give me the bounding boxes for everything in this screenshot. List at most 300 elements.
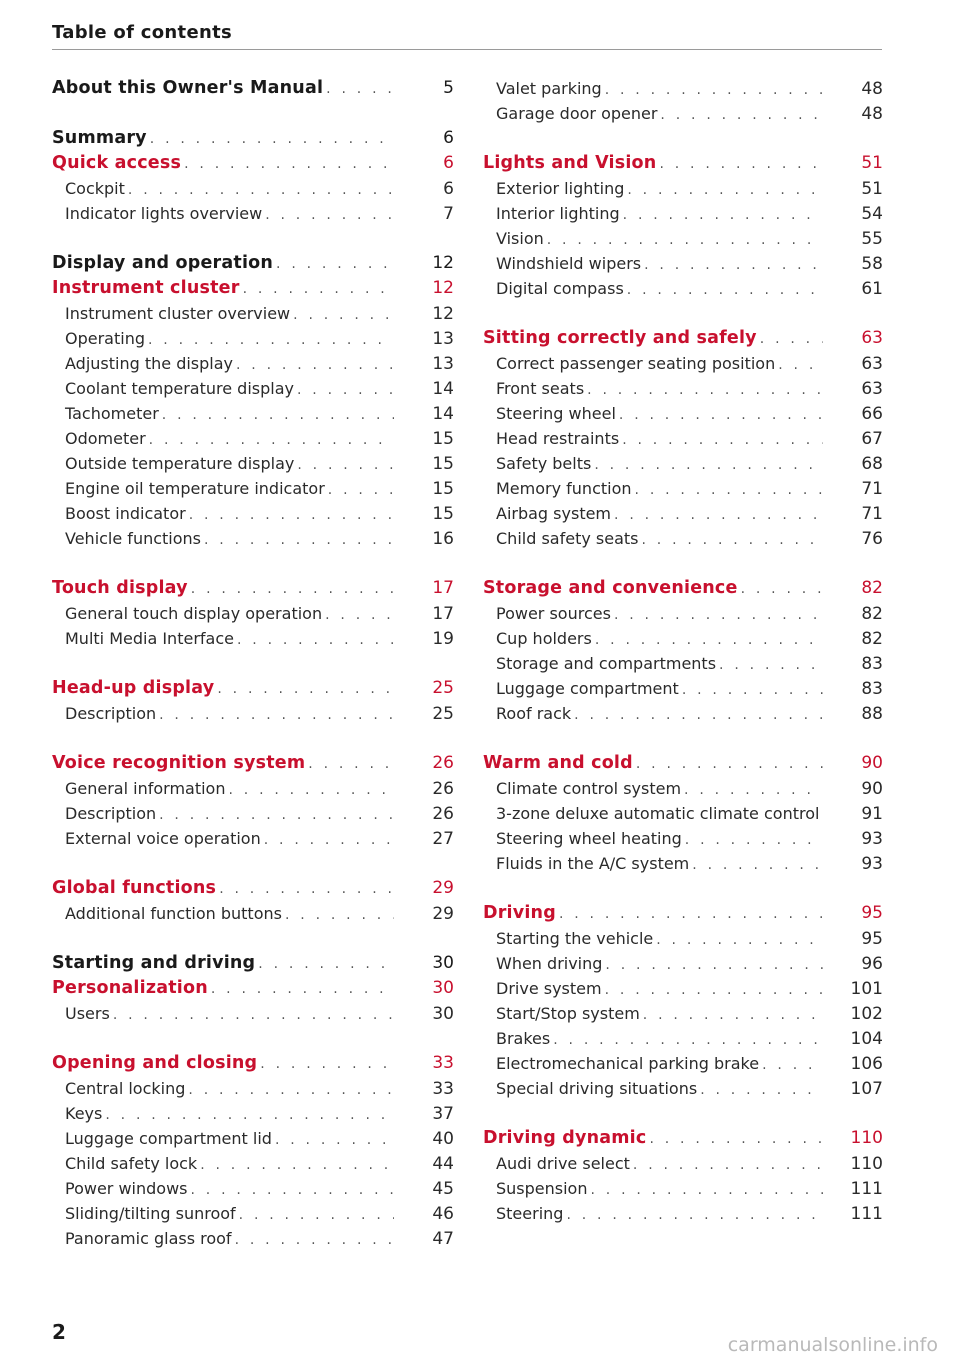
toc-dot-leader xyxy=(159,703,394,726)
toc-entry-title: Quick access xyxy=(52,153,182,173)
toc-page-number: 7 xyxy=(443,204,454,224)
toc-entry[interactable] xyxy=(483,426,883,451)
toc-entry-title: Storage and compartments xyxy=(496,654,717,673)
toc-page-number: 6 xyxy=(443,128,454,148)
toc-entry-title: Head-up display xyxy=(52,678,215,698)
toc-entry[interactable] xyxy=(52,1226,454,1251)
toc-entry-title: Keys xyxy=(65,1104,103,1123)
toc-page-number: 63 xyxy=(861,379,883,399)
toc-entry-title: Valet parking xyxy=(496,79,602,98)
toc-section-heading[interactable] xyxy=(483,151,883,176)
toc-page-number: 90 xyxy=(861,779,883,799)
toc-entry-title: 3-zone deluxe automatic climate control xyxy=(496,804,820,823)
toc-dot-leader xyxy=(217,677,394,701)
toc-page-number: 30 xyxy=(432,953,454,973)
toc-entry-title: Power windows xyxy=(65,1179,188,1198)
toc-dot-leader xyxy=(191,1178,395,1201)
toc-dot-leader xyxy=(243,277,394,301)
toc-entry[interactable] xyxy=(52,626,454,651)
toc-page-number: 95 xyxy=(861,903,883,923)
toc-entry-title: Climate control system xyxy=(496,779,682,798)
toc-entry[interactable] xyxy=(483,176,883,201)
toc-page-number: 110 xyxy=(850,1128,883,1148)
toc-entry[interactable] xyxy=(483,201,883,226)
toc-page-number: 33 xyxy=(432,1053,454,1073)
toc-entry[interactable] xyxy=(483,926,883,951)
toc-dot-leader xyxy=(778,353,823,376)
toc-dot-leader xyxy=(605,953,823,976)
toc-dot-leader xyxy=(200,1153,394,1176)
toc-page-number: 54 xyxy=(861,204,883,224)
toc-entry-title: Cockpit xyxy=(65,179,125,198)
toc-entry-title: Roof rack xyxy=(496,704,572,723)
toc-entry-title: Display and operation xyxy=(52,253,274,273)
toc-entry-title: Correct passenger seating position xyxy=(496,354,776,373)
toc-page-number: 25 xyxy=(432,678,454,698)
toc-entry[interactable] xyxy=(52,376,454,401)
toc-page-number: 66 xyxy=(861,404,883,424)
toc-dot-leader xyxy=(326,77,394,101)
toc-entry[interactable] xyxy=(52,1001,454,1026)
toc-dot-leader xyxy=(574,703,823,726)
toc-entry-title: Additional function buttons xyxy=(65,904,282,923)
toc-entry-title: Touch display xyxy=(52,578,188,598)
toc-page-number: 15 xyxy=(432,504,454,524)
toc-entry[interactable] xyxy=(52,1151,454,1176)
toc-section-heading[interactable] xyxy=(52,576,454,601)
toc-dot-leader xyxy=(605,978,823,1001)
toc-page-number: 111 xyxy=(850,1204,883,1224)
toc-entry-title: Garage door opener xyxy=(496,104,658,123)
toc-page-number: 5 xyxy=(443,78,454,98)
toc-entry-title: Panoramic glass roof xyxy=(65,1229,232,1248)
toc-page-number: 6 xyxy=(443,153,454,173)
toc-page-number: 17 xyxy=(432,578,454,598)
toc-page-number: 68 xyxy=(861,454,883,474)
toc-entry[interactable] xyxy=(52,1126,454,1151)
toc-dot-leader xyxy=(264,828,394,851)
toc-page-number: 102 xyxy=(850,1004,883,1024)
toc-dot-leader xyxy=(643,1003,823,1026)
toc-dot-leader xyxy=(619,403,823,426)
toc-entry[interactable] xyxy=(483,526,883,551)
toc-entry-title: Digital compass xyxy=(496,279,624,298)
toc-entry-title: Vision xyxy=(496,229,544,248)
toc-dot-leader xyxy=(627,278,823,301)
toc-dot-leader xyxy=(700,1078,823,1101)
toc-dot-leader xyxy=(614,603,823,626)
toc-page-number: 90 xyxy=(861,753,883,773)
toc-dot-leader xyxy=(285,903,394,926)
toc-page-number: 46 xyxy=(432,1204,454,1224)
toc-section-heading[interactable] xyxy=(52,676,454,701)
toc-entry-title: Start/Stop system xyxy=(496,1004,640,1023)
toc-entry[interactable] xyxy=(52,776,454,801)
toc-entry-title: Global functions xyxy=(52,878,217,898)
toc-page-number: 82 xyxy=(861,629,883,649)
toc-entry[interactable] xyxy=(483,1201,883,1226)
toc-entry[interactable] xyxy=(483,1176,883,1201)
toc-entry-title: Steering xyxy=(496,1204,564,1223)
toc-dot-leader xyxy=(219,877,394,901)
toc-page-number: 15 xyxy=(432,429,454,449)
toc-page-number: 12 xyxy=(432,278,454,298)
toc-entry-title: Users xyxy=(65,1004,110,1023)
toc-dot-leader xyxy=(297,378,394,401)
toc-page-number: 26 xyxy=(432,753,454,773)
toc-entry[interactable] xyxy=(483,776,883,801)
toc-section-heading[interactable] xyxy=(52,76,454,101)
toc-entry[interactable] xyxy=(483,1151,883,1176)
toc-entry-title: Sitting correctly and safely xyxy=(483,328,757,348)
toc-entry[interactable] xyxy=(52,326,454,351)
toc-entry[interactable] xyxy=(483,1076,883,1101)
toc-entry-title: Operating xyxy=(65,329,145,348)
toc-dot-leader xyxy=(162,403,394,426)
toc-dot-leader xyxy=(656,928,823,951)
toc-dot-leader xyxy=(235,1228,394,1251)
toc-dot-leader xyxy=(553,1028,823,1051)
toc-entry[interactable] xyxy=(52,601,454,626)
toc-dot-leader xyxy=(822,803,823,826)
toc-entry-title: Head restraints xyxy=(496,429,620,448)
toc-entry[interactable] xyxy=(483,851,883,876)
toc-entry[interactable] xyxy=(483,351,883,376)
toc-entry-title: Fluids in the A/C system xyxy=(496,854,690,873)
toc-page-number: 40 xyxy=(432,1129,454,1149)
toc-entry-title: Special driving situations xyxy=(496,1079,698,1098)
toc-dot-leader xyxy=(741,577,823,601)
toc-entry[interactable] xyxy=(483,601,883,626)
toc-entry-title: Interior lighting xyxy=(496,204,620,223)
toc-entry-title: Steering wheel xyxy=(496,404,616,423)
toc-dot-leader xyxy=(594,453,823,476)
toc-dot-leader xyxy=(590,1178,823,1201)
toc-dot-leader xyxy=(159,803,394,826)
toc-entry-title: Electromechanical parking brake xyxy=(496,1054,760,1073)
toc-entry[interactable] xyxy=(483,951,883,976)
toc-dot-leader xyxy=(189,503,394,526)
toc-section-heading[interactable] xyxy=(52,276,454,301)
toc-entry[interactable] xyxy=(52,826,454,851)
toc-dot-leader xyxy=(685,828,823,851)
toc-page-number: 83 xyxy=(861,679,883,699)
toc-page-number: 25 xyxy=(432,704,454,724)
toc-entry-title: Engine oil temperature indicator xyxy=(65,479,325,498)
toc-page-number: 101 xyxy=(850,979,883,999)
toc-page-number: 14 xyxy=(432,379,454,399)
toc-dot-leader xyxy=(566,1203,823,1226)
toc-page-number: 48 xyxy=(861,79,883,99)
toc-entry[interactable] xyxy=(52,526,454,551)
toc-entry[interactable] xyxy=(52,501,454,526)
page-title: Table of contents xyxy=(52,22,232,43)
toc-page-number: 71 xyxy=(861,504,883,524)
toc-page-number: 55 xyxy=(861,229,883,249)
toc-entry-title: Central locking xyxy=(65,1079,186,1098)
toc-dot-leader xyxy=(276,252,394,276)
toc-section-heading[interactable] xyxy=(483,576,883,601)
toc-dot-leader xyxy=(328,478,394,501)
toc-entry-title: General information xyxy=(65,779,226,798)
toc-page-number: 104 xyxy=(850,1029,883,1049)
toc-dot-leader xyxy=(627,178,823,201)
toc-dot-leader xyxy=(623,203,823,226)
toc-entry-title: Safety belts xyxy=(496,454,592,473)
toc-entry-title: Cup holders xyxy=(496,629,592,648)
toc-entry[interactable] xyxy=(483,226,883,251)
toc-section-heading[interactable] xyxy=(52,126,454,151)
toc-dot-leader xyxy=(191,577,394,601)
toc-section-heading[interactable] xyxy=(52,251,454,276)
toc-page-number: 17 xyxy=(432,604,454,624)
toc-entry[interactable] xyxy=(483,451,883,476)
toc-entry[interactable] xyxy=(52,476,454,501)
toc-entry[interactable] xyxy=(52,201,454,226)
toc-page-number: 30 xyxy=(432,978,454,998)
toc-entry-title: Luggage compartment xyxy=(496,679,679,698)
toc-entry[interactable] xyxy=(52,901,454,926)
toc-page-number: 91 xyxy=(861,804,883,824)
toc-entry[interactable] xyxy=(52,401,454,426)
toc-entry-title: Description xyxy=(65,804,157,823)
toc-page-number: 93 xyxy=(861,829,883,849)
toc-entry[interactable] xyxy=(483,1051,883,1076)
toc-entry[interactable] xyxy=(483,626,883,651)
toc-page-number: 12 xyxy=(432,253,454,273)
toc-right-column xyxy=(483,76,883,1226)
toc-dot-leader xyxy=(297,453,394,476)
toc-entry[interactable] xyxy=(52,301,454,326)
toc-entry[interactable] xyxy=(483,476,883,501)
toc-entry-title: About this Owner's Manual xyxy=(52,78,324,98)
toc-dot-leader xyxy=(633,1153,823,1176)
toc-entry[interactable] xyxy=(52,1201,454,1226)
toc-entry[interactable] xyxy=(52,1176,454,1201)
toc-entry-title: External voice operation xyxy=(65,829,261,848)
toc-section-heading[interactable] xyxy=(52,151,454,176)
toc-entry-title: Opening and closing xyxy=(52,1053,258,1073)
toc-dot-leader xyxy=(275,1128,394,1151)
toc-entry[interactable] xyxy=(52,176,454,201)
toc-dot-leader xyxy=(149,428,394,451)
toc-page-number: 14 xyxy=(432,404,454,424)
toc-section-heading[interactable] xyxy=(52,976,454,1001)
toc-entry[interactable] xyxy=(483,501,883,526)
toc-dot-leader xyxy=(587,378,823,401)
toc-entry-title: Multi Media Interface xyxy=(65,629,234,648)
toc-page-number: 16 xyxy=(432,529,454,549)
toc-entry[interactable] xyxy=(483,826,883,851)
toc-page-number: 30 xyxy=(432,1004,454,1024)
toc-entry-title: Instrument cluster xyxy=(52,278,240,298)
toc-entry-title: Storage and convenience xyxy=(483,578,738,598)
toc-entry-title: Voice recognition system xyxy=(52,753,306,773)
toc-entry-title: When driving xyxy=(496,954,603,973)
toc-dot-leader xyxy=(659,152,823,176)
toc-entry-title: Instrument cluster overview xyxy=(65,304,291,323)
toc-section-heading[interactable] xyxy=(483,1126,883,1151)
toc-section-heading[interactable] xyxy=(483,326,883,351)
toc-entry[interactable] xyxy=(483,401,883,426)
toc-page-number: 15 xyxy=(432,479,454,499)
toc-dot-leader xyxy=(308,752,394,776)
toc-section-heading[interactable] xyxy=(52,1051,454,1076)
toc-section-heading[interactable] xyxy=(483,901,883,926)
toc-page-number: 45 xyxy=(432,1179,454,1199)
toc-page-number: 51 xyxy=(861,153,883,173)
toc-entry-title: Indicator lights overview xyxy=(65,204,263,223)
toc-entry[interactable] xyxy=(483,801,883,826)
toc-entry-title: Outside temperature display xyxy=(65,454,295,473)
toc-page-number: 15 xyxy=(432,454,454,474)
toc-section-heading[interactable] xyxy=(52,951,454,976)
toc-entry-title: Power sources xyxy=(496,604,611,623)
toc-page-number: 13 xyxy=(432,329,454,349)
toc-entry[interactable] xyxy=(483,1001,883,1026)
toc-entry-title: Airbag system xyxy=(496,504,612,523)
toc-entry-title: Brakes xyxy=(496,1029,551,1048)
toc-page-number: 107 xyxy=(850,1079,883,1099)
toc-page-number: 37 xyxy=(432,1104,454,1124)
toc-section-heading[interactable] xyxy=(52,751,454,776)
toc-dot-leader xyxy=(692,853,823,876)
toc-dot-leader xyxy=(762,1053,823,1076)
toc-page-number: 26 xyxy=(432,779,454,799)
toc-dot-leader xyxy=(265,203,394,226)
toc-dot-leader xyxy=(184,152,394,176)
toc-dot-leader xyxy=(719,653,823,676)
toc-entry[interactable] xyxy=(52,451,454,476)
toc-entry-title: Steering wheel heating xyxy=(496,829,682,848)
toc-entry[interactable] xyxy=(52,426,454,451)
toc-page-number: 71 xyxy=(861,479,883,499)
toc-page-number: 26 xyxy=(432,804,454,824)
toc-dot-leader xyxy=(614,503,823,526)
toc-entry[interactable] xyxy=(483,1026,883,1051)
toc-dot-leader xyxy=(150,127,394,151)
toc-entry-title: Description xyxy=(65,704,157,723)
toc-dot-leader xyxy=(644,253,823,276)
toc-page-number: 82 xyxy=(861,604,883,624)
toc-entry-title: Summary xyxy=(52,128,147,148)
toc-dot-leader xyxy=(595,628,823,651)
toc-entry-title: Windshield wipers xyxy=(496,254,642,273)
toc-page-number: 29 xyxy=(432,904,454,924)
toc-page-number: 61 xyxy=(861,279,883,299)
toc-dot-leader xyxy=(547,228,823,251)
toc-page-number: 82 xyxy=(861,578,883,598)
toc-page-number: 12 xyxy=(432,304,454,324)
toc-dot-leader xyxy=(239,1203,394,1226)
toc-entry-title: Memory function xyxy=(496,479,632,498)
toc-entry[interactable] xyxy=(483,276,883,301)
toc-page-number: 63 xyxy=(861,354,883,374)
toc-entry[interactable] xyxy=(52,801,454,826)
toc-dot-leader xyxy=(325,603,394,626)
toc-entry[interactable] xyxy=(483,676,883,701)
toc-page-number: 106 xyxy=(850,1054,883,1074)
toc-entry-title: Warm and cold xyxy=(483,753,633,773)
toc-page-number: 47 xyxy=(432,1229,454,1249)
toc-dot-leader xyxy=(293,303,394,326)
toc-left-column xyxy=(52,76,454,1251)
toc-page-number: 96 xyxy=(861,954,883,974)
toc-dot-leader xyxy=(684,778,823,801)
toc-page-number: 63 xyxy=(861,328,883,348)
toc-dot-leader xyxy=(188,1078,394,1101)
toc-dot-leader xyxy=(649,1127,823,1151)
toc-page-number: 48 xyxy=(861,104,883,124)
toc-dot-leader xyxy=(236,353,394,376)
toc-dot-leader xyxy=(559,902,823,926)
toc-entry[interactable] xyxy=(483,376,883,401)
toc-dot-leader xyxy=(260,1052,394,1076)
toc-entry-title: Coolant temperature display xyxy=(65,379,294,398)
toc-dot-leader xyxy=(636,752,823,776)
toc-dot-leader xyxy=(113,1003,394,1026)
toc-entry-title: Adjusting the display xyxy=(65,354,233,373)
toc-dot-leader xyxy=(760,327,823,351)
toc-page-number: 93 xyxy=(861,854,883,874)
toc-entry-title: Audi drive select xyxy=(496,1154,630,1173)
toc-entry-title: Driving xyxy=(483,903,556,923)
toc-page-number: 83 xyxy=(861,654,883,674)
toc-dot-leader xyxy=(228,778,394,801)
toc-dot-leader xyxy=(105,1103,394,1126)
toc-entry-title: Child safety seats xyxy=(496,529,639,548)
toc-page-number: 13 xyxy=(432,354,454,374)
toc-dot-leader xyxy=(237,628,394,651)
watermark: carmanualsonline.info xyxy=(727,1334,938,1356)
toc-entry[interactable] xyxy=(52,351,454,376)
toc-page-number: 29 xyxy=(432,878,454,898)
toc-section-heading[interactable] xyxy=(52,876,454,901)
toc-page-number: 95 xyxy=(861,929,883,949)
toc-entry-title: Boost indicator xyxy=(65,504,186,523)
toc-dot-leader xyxy=(622,428,823,451)
toc-entry[interactable] xyxy=(52,701,454,726)
page-header xyxy=(52,22,882,50)
toc-page-number: 76 xyxy=(861,529,883,549)
toc-page-number: 19 xyxy=(432,629,454,649)
toc-section-heading[interactable] xyxy=(483,751,883,776)
toc-dot-leader xyxy=(258,952,394,976)
toc-page-number: 6 xyxy=(443,179,454,199)
toc-entry-title: Front seats xyxy=(496,379,585,398)
toc-entry[interactable] xyxy=(483,701,883,726)
toc-entry-title: General touch display operation xyxy=(65,604,323,623)
toc-entry[interactable] xyxy=(483,101,883,126)
toc-entry[interactable] xyxy=(483,976,883,1001)
toc-dot-leader xyxy=(204,528,394,551)
toc-entry[interactable] xyxy=(52,1076,454,1101)
toc-entry-title: Starting the vehicle xyxy=(496,929,654,948)
toc-entry[interactable] xyxy=(483,76,883,101)
toc-dot-leader xyxy=(682,678,823,701)
toc-page-number: 44 xyxy=(432,1154,454,1174)
toc-entry[interactable] xyxy=(483,651,883,676)
toc-page-number: 33 xyxy=(432,1079,454,1099)
toc-entry-title: Odometer xyxy=(65,429,146,448)
toc-entry-title: Personalization xyxy=(52,978,208,998)
toc-entry[interactable] xyxy=(52,1101,454,1126)
toc-entry[interactable] xyxy=(483,251,883,276)
toc-page-number: 51 xyxy=(861,179,883,199)
toc-entry-title: Driving dynamic xyxy=(483,1128,647,1148)
toc-entry-title: Tachometer xyxy=(65,404,159,423)
toc-entry-title: Child safety lock xyxy=(65,1154,198,1173)
